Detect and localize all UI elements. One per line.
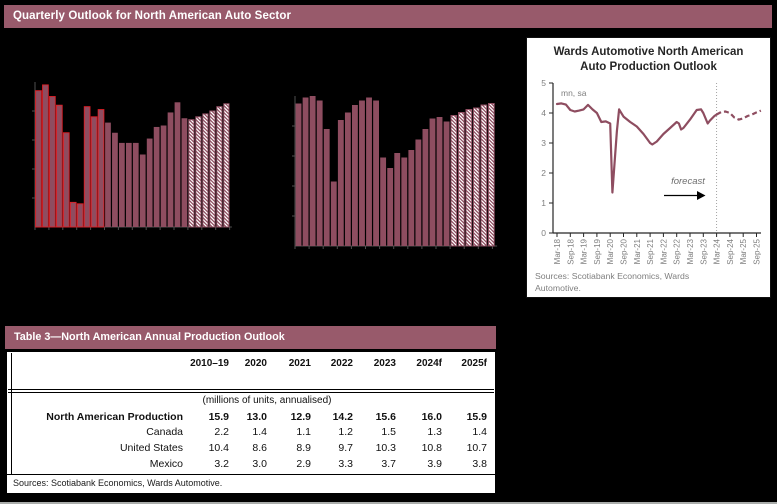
bar: [408, 150, 414, 246]
bar: [147, 139, 153, 227]
bar: [345, 113, 351, 247]
page-header-bar: [4, 5, 772, 28]
bar: [359, 101, 365, 247]
bar: [77, 204, 83, 227]
table-title: Table 3—North American Annual Production Outlook: [14, 331, 285, 343]
chart-title: Wards Automotive North American Auto Production Outlook: [553, 46, 744, 73]
y-tick-label: 0: [541, 228, 546, 238]
bar: [91, 117, 97, 227]
bar: [387, 168, 393, 246]
quarterly-bar-chart-left: [25, 73, 237, 239]
x-tick-label: Sep-18: [566, 239, 576, 265]
x-tick-label: Sep-19: [592, 239, 602, 265]
bar: [401, 158, 407, 247]
value-cell: 15.9: [208, 410, 229, 423]
forecast-bar: [466, 110, 472, 247]
value-cell: 2.2: [214, 426, 229, 439]
bar: [394, 153, 400, 246]
x-tick-label: Sep-21: [646, 239, 656, 265]
bar: [98, 110, 104, 227]
table-body: [7, 352, 495, 493]
bar: [126, 143, 132, 227]
row-label-cell: United States: [119, 441, 183, 454]
value-cell: 10.4: [208, 441, 229, 454]
bar: [437, 117, 443, 246]
value-cell: 10.7: [466, 441, 487, 454]
value-cell: 1.2: [338, 426, 353, 439]
y-tick-label: 3: [541, 138, 546, 148]
chart-sources: Sources: Scotiabank Economics, Wards Automotive.: [535, 271, 690, 293]
bar: [161, 126, 167, 228]
forecast-bar: [203, 114, 208, 227]
bar: [43, 85, 49, 227]
table-sources: Sources: Scotiabank Economics, Wards Automotive.: [13, 478, 223, 488]
forecast-bar: [217, 107, 222, 227]
year-header-cell: 2025f: [461, 358, 487, 369]
bar: [380, 158, 386, 247]
bar: [119, 143, 125, 227]
bar: [70, 202, 76, 227]
x-tick-label: Mar-20: [606, 239, 616, 265]
row-label-cell: North American Production: [46, 410, 183, 423]
units-note: (millions of units, annualised): [202, 395, 332, 406]
year-header-cell: 2010–19: [190, 358, 229, 369]
bar: [317, 101, 323, 247]
sources-divider: [7, 474, 495, 475]
bar: [36, 91, 42, 227]
value-cell: 9.7: [338, 441, 353, 454]
row-label-cell: Canada: [146, 426, 183, 439]
y-tick-label: 1: [541, 198, 546, 208]
row-label-cell: Mexico: [149, 457, 183, 470]
table-row: [8, 425, 488, 441]
value-cell: 3.8: [472, 457, 487, 470]
value-cell: 3.3: [338, 457, 353, 470]
bar: [310, 96, 316, 246]
bar: [84, 107, 90, 227]
x-tick-label: Sep-22: [672, 239, 682, 265]
value-cell: 3.9: [427, 457, 442, 470]
value-cell: 1.4: [472, 426, 487, 439]
line-chart-panel: [526, 37, 771, 298]
x-tick-label: Mar-25: [739, 239, 749, 265]
value-cell: 3.7: [381, 457, 396, 470]
value-cell: 15.6: [375, 410, 396, 423]
bar: [373, 101, 379, 247]
table-row: [8, 440, 488, 456]
year-header-cell: 2020: [244, 358, 267, 369]
bar: [63, 133, 69, 227]
year-header-cell: 2024f: [416, 358, 442, 369]
bar: [444, 122, 450, 247]
value-cell: 1.1: [296, 426, 311, 439]
value-cell: 1.3: [427, 426, 442, 439]
value-cell: 14.2: [332, 410, 353, 423]
value-cell: 1.4: [252, 426, 267, 439]
value-cell: 3.2: [214, 457, 229, 470]
table-row: [8, 456, 488, 472]
bar: [175, 102, 181, 227]
forecast-bar: [459, 113, 465, 247]
x-tick-label: Sep-23: [699, 239, 709, 265]
forecast-annotation: forecast: [671, 176, 705, 187]
table-header-row: [8, 356, 488, 371]
quarterly-bar-chart-right: [285, 88, 500, 254]
production-outlook-chart: [527, 38, 770, 297]
bar: [366, 98, 372, 247]
table-data-rows: [8, 409, 488, 471]
x-tick-label: Sep-25: [752, 239, 762, 265]
x-tick-label: Mar-24: [712, 239, 722, 265]
bar: [182, 118, 188, 227]
y-tick-label: 4: [541, 108, 546, 118]
double-rule-top: [8, 389, 494, 390]
year-header-cell: 2022: [330, 358, 353, 369]
bar: [415, 140, 421, 247]
x-tick-label: Mar-22: [659, 239, 669, 265]
bar: [112, 133, 118, 227]
x-tick-label: Sep-20: [619, 239, 629, 265]
bar: [140, 155, 146, 228]
bar: [154, 127, 160, 227]
value-cell: 1.5: [381, 426, 396, 439]
x-tick-label: Mar-18: [553, 239, 562, 265]
year-header-row: [8, 356, 488, 371]
forecast-bar: [189, 120, 194, 227]
double-rule-bottom: [8, 392, 494, 393]
value-cell: 8.6: [252, 441, 267, 454]
bar: [352, 105, 358, 246]
bar: [50, 97, 56, 228]
value-cell: 12.9: [290, 410, 311, 423]
x-tick-label: Mar-23: [686, 239, 695, 265]
forecast-bar: [481, 105, 487, 246]
bar: [423, 129, 429, 246]
x-tick-label: Sep-24: [725, 239, 735, 265]
header-spacer-cell: [8, 356, 184, 371]
value-cell: 10.8: [421, 441, 442, 454]
year-header-cell: 2021: [288, 358, 311, 369]
value-cell: 13.0: [246, 410, 267, 423]
bar: [324, 129, 330, 246]
value-cell: 2.9: [296, 457, 311, 470]
value-cell: 15.9: [466, 410, 487, 423]
bar: [331, 182, 337, 247]
x-tick-label: Mar-21: [632, 239, 642, 265]
y-axis-unit-label: mn, sa: [561, 88, 587, 98]
bar: [133, 143, 139, 227]
page-title: Quarterly Outlook for North American Auto Sector: [13, 10, 292, 22]
bar: [430, 119, 436, 247]
value-cell: 3.0: [252, 457, 267, 470]
forecast-bar: [196, 117, 201, 227]
forecast-bar: [210, 111, 215, 227]
y-tick-label: 5: [541, 78, 546, 88]
year-header-cell: 2023: [373, 358, 396, 369]
bar: [303, 98, 309, 247]
value-cell: 10.3: [375, 441, 396, 454]
bar: [168, 112, 174, 227]
bar: [338, 120, 344, 246]
forecast-bar: [451, 116, 457, 247]
x-tick-label: Mar-19: [579, 239, 589, 265]
forecast-bar: [224, 104, 229, 227]
forecast-bar: [474, 108, 480, 246]
bar: [105, 123, 111, 227]
bar: [296, 104, 302, 247]
bar: [56, 105, 62, 227]
y-tick-label: 2: [541, 168, 546, 178]
forecast-bar: [489, 104, 495, 247]
forecast-line: [717, 111, 761, 120]
table-title-bar: [5, 326, 496, 349]
value-cell: 8.9: [296, 441, 311, 454]
table-row: [8, 409, 488, 425]
forecast-arrow-head: [697, 191, 706, 200]
value-cell: 16.0: [421, 410, 442, 423]
